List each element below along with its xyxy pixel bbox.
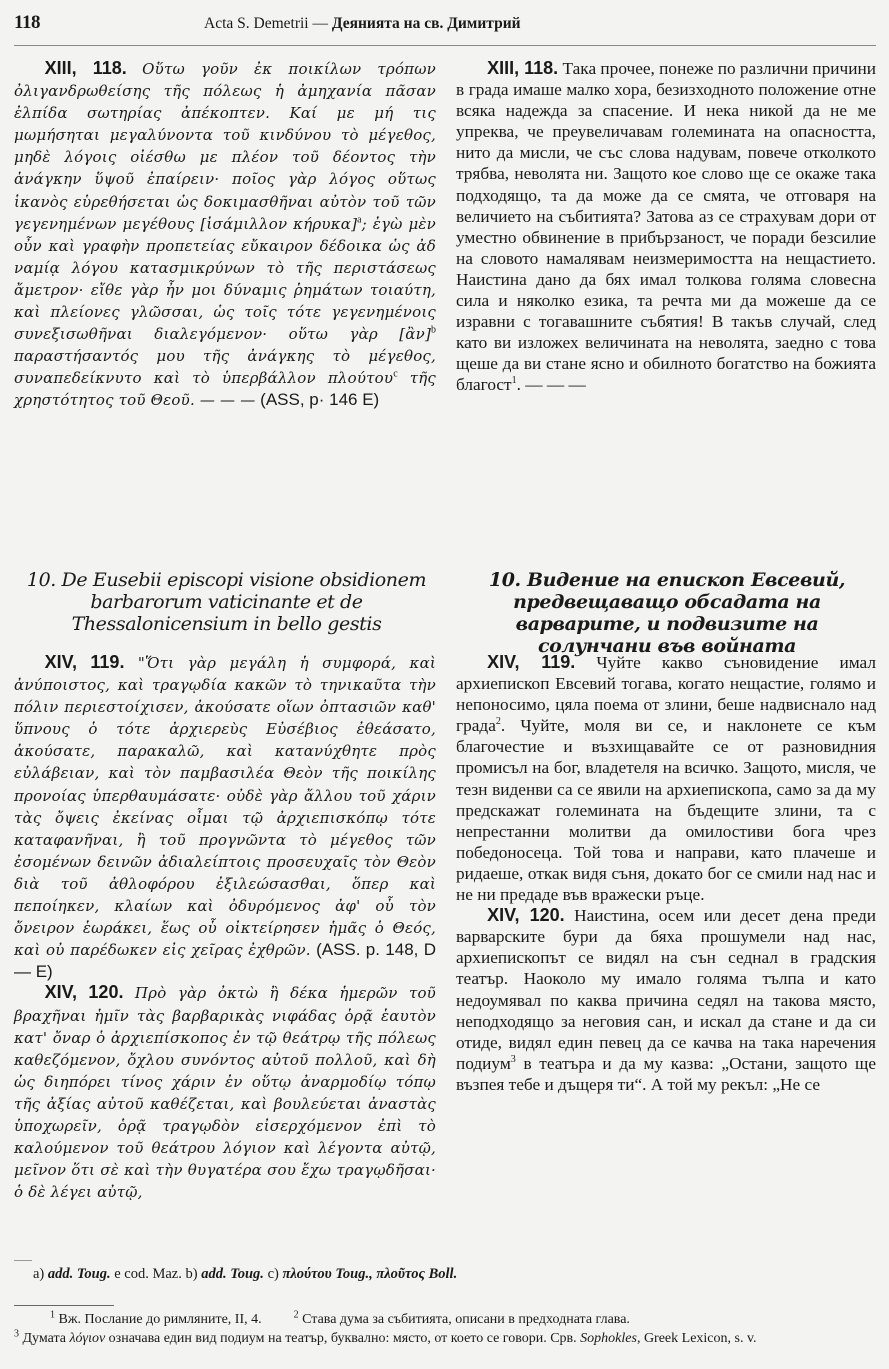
footnote-1-number: 1 [50, 1309, 55, 1321]
header-rule [14, 45, 876, 46]
bulgarian-text: Наистина, осем или десет дена преди варварските бури да бяха прошумели над нас, архиепископът се видял на сън седнал в градския театър. Наоколо му имало голяма тълпа и като недоумявал по каква причина седял на такова място, неподходящо за неговия сан, и искал да стане и да си отиде, видял един певец да се качва на така наречения подиум [456, 906, 876, 1073]
greek-paragraph-13-118 [14, 58, 436, 412]
footnote-3-text-c: Greek Lexicon, s. v. [640, 1331, 757, 1346]
footnote-3-text-b: означава един вид подиум на театър, буквално: място, от което се говори. Срв. [105, 1331, 581, 1346]
bulgarian-paragraph-14-119 [456, 652, 876, 905]
paragraph-number: XIII, 118. [487, 58, 559, 78]
greek-text-3: παραστήσαντός μου τῆς ἀνάγκης τὸ μέγεθος, συναπεδείκνυτο καὶ τὸ ὑπερβάλλον πλούτου [14, 347, 436, 388]
footnote-3-text-a: Думата [19, 1331, 70, 1346]
apparatus-marker-a: a [357, 214, 362, 225]
running-title-dash: — [308, 15, 332, 32]
greek-text: "Ὅτι γὰρ μεγάλη ἡ συμφορά, καὶ ἀνύποιστος, καὶ τραγῳδία κακῶν τὸ τηνικαῦτα τὴν πόλιν περιεστοίχισεν, ἀκούσατε οἵων ὀπτασιῶν καθ' ὕπνους ὁ τότε ἀρχιερεὺς Εὐσέβιος ἐθεάσατο, ἀκούσατε, παρακαλῶ, καὶ κατανύχθητε πρὸς εὐλάβειαν, καὶ τὸν παμβασιλέα Θεὸν τῆς ποικίλης προνοίας ὑπερθαυμάσατε· οὐδὲ γὰρ ἄλλου τοῦ χάριν τὰς ὄψεις ἐκείνας οἶμαι τῷ ἀρχιεπισκόπῳ τότε καταφανῆναι, ἢ τοῦ προγνῶντα τὸ μέγεθος τῶν ἐσομένων δεινῶν ἀδιαλείπτοις προσευχαῖς τὸν Θεὸν διὰ τοῦ ἀθλοφόρου ἐξιλεώσασθαι, ὅπερ καὶ πεποίηκεν, κλαίων καὶ ὀδυρόμενος ἀφ' οὗ τὸν ὄνειρον ἑωράκει, ἕως οὗ οἰκτείρησεν ἡμᾶς ὁ Θεός, καὶ οὐ παρέδωκεν εἰς χεῖρας ἐχθρῶν. [14, 654, 436, 960]
footnote-2-number: 2 [293, 1309, 299, 1321]
greek-text-2: ; ἐγὼ μὲν οὖν καὶ γραφὴν προπετείας εὔκαιρον δέδοικα ὡς ἀδ ναμίᾳ λόγου κατασμικρύνων τὸ τῆς περιστάσεως ἄμετρον· εἴθε γὰρ ἦν μοι δύναμις ῥημάτων τοιαύτη, καὶ πλείονες γλῶσσαι, ὡς τοῖς τότε γεγενημένοις συνεξισωθῆναι διαλεγόμενον· οὕτω γὰρ [ἂν] [14, 214, 436, 344]
bulgarian-text-2: . Чуйте, моля ви се, и наклонете се към благочестие и възхищавайте се от разновидния промисъл на бог, владетеля на всичко. Защото, мисля, че тезн виденви са се явили на архиепископа, само за да му предскажат големината на бъдещите злини, та с непрестанни молитви да омилостиви бога чрез победоносеца. Той това и направи, като плачеше и ридаеше, откак видя съня, докато бог се смили над нас и не ни предаде във вражески ръце. [456, 716, 876, 905]
apparatus-rule [14, 1260, 32, 1261]
greek-text: Οὕτω γοῦν ἐκ ποικίλων τρόπων ὀλιγανδρωθείσης τῆς πόλεως ἡ ἀμηχανία πᾶσαν ἐλπίδα σωτηρίας ἀπέκοπτεν. Καί με μή τις μωμήσηται μεγαλύνοντα τοῦ κινδύνου τὸ μέγεθος, μηδὲ λόγοις οἰέσθω με πλέον τοῦ δέοντος τὴν ἀνάγκην ὕψοῦ ἐπαίρειν· ποῖος γὰρ λόγος οὕτως ἱκανὸς εὑρεθήσεται ὡς δοκιμασθῆναι αὐτὸν τοῦ τῶν γεγενημένων μεγέθους [ἰσάμιλλον κήρυκα] [14, 60, 436, 233]
greek-column-section-13 [14, 58, 436, 412]
apparatus-a-italic: add. Toug. [47, 1266, 111, 1282]
apparatus-marker-c: c [393, 368, 398, 380]
greek-paragraph-14-120 [14, 982, 436, 1203]
greek-text-4: τῆς χρηστότητος τοῦ Θεοῦ. — — — [14, 369, 436, 410]
bulgarian-text: Чуйте какво съновидение имал архиепископ Евсевий тогава, когато нещастие, голямо и непоносимо, цяла поема от злини, беше надвиснало над града [456, 653, 876, 736]
page-header [14, 8, 876, 38]
footnote-marker-1: 1 [511, 375, 517, 387]
running-title-latin: Acta S. Demetrii [204, 15, 309, 32]
source-reference: (ASS. p. 148, D — E) [14, 940, 436, 982]
bulgarian-text: Така прочее, понеже по различни причини в града имаше малко хора, безизходното положение отне всяка надежда за спасение. И нека никой да не ме упреква, че преувеличавам големината на опасността, нито да мисли, че със слова надувам, повече отколкото трябва, неволята ни. Защото кое слово ще се окаже така подходящо, та да може да се смята, че отговаря на величието на събитията? Затова аз се страхувам дори от уместно обвинение в прибързаност, че поради безсилие на словото намалявам неизмеримостта на нещастието. Наистина дано да бях имал толкова голяма словесна сила и няколко езика, та речта ми да можеше да се изравни с тогавашните събятия! В такъв случай, след като ви изложех величината на неволята, заедно с това щеше да ви стане ясно и обилното богатство на божията благост [456, 59, 876, 395]
section-title-bulgarian: 10. Видение на епископ Евсевий, предвещаващо обсадата на варварите, и подвизите на солунчани във войната [488, 569, 846, 657]
critical-apparatus [33, 1266, 873, 1283]
greek-text: Πρὸ γὰρ ὀκτὼ ἢ δέκα ἡμερῶν τοῦ βραχῆναι ἡμῖν τὰς βαρβαρικὰς νιφάδας ὁρᾷ ἑαυτὸν κατ' ὄναρ ὁ ἀρχιεπίσκοπος ἐν τῷ θεάτρῳ τῆς πόλεως καθεζόμενον, ὄχλου συνόντος αὐτοῦ πολλοῦ, καὶ δὴ ὡς διηπόρει τίνος χάριν ἐν οὕτῳ ἀναρμοδίῳ τόπῳ τῆς ἀξίας αὐτοῦ καθέζεται, καὶ βουλεύεται ἀναστὰς ὑποχωρεῖν, ὁρᾷ τραγῳδὸν εἰσερχόμενον ἐπὶ τὸ καλούμενον τοῦ θεάτρου λόγιον καὶ λέγοντα αὐτῷ, μεῖνον ὅτι σὲ καὶ τὴν θυγατέρα σου ἔχω τραγῳδῆσαι· ὁ δὲ λέγει αὐτῷ, [14, 984, 436, 1202]
apparatus-marker-b: b [431, 324, 436, 336]
footnote-rule [14, 1305, 114, 1306]
apparatus-a-label: a) [33, 1266, 48, 1282]
apparatus-a-rest: e cod. Maz. [110, 1266, 186, 1282]
paragraph-number: XIV, 120. [44, 982, 124, 1003]
footnote-marker-3: 3 [510, 1054, 516, 1066]
section-title-latin: 10. De Eusebii episcopi visione obsidionem barbarorum vaticinante et de Thessalonicensium in bello gestis [26, 569, 427, 635]
footnote-1-text: Вж. Послание до римляните, II, 4. [55, 1312, 262, 1327]
source-reference: (ASS, p· 146 E) [255, 390, 380, 410]
bulgarian-column-section-13 [456, 58, 876, 396]
footnote-marker-2: 2 [495, 716, 501, 728]
apparatus-b-label: b) [185, 1266, 202, 1282]
bulgarian-paragraph-14-120 [456, 905, 876, 1095]
bulgarian-column-section-14 [456, 652, 876, 1095]
footnote-3-author: Sophokles, [580, 1331, 641, 1346]
footnotes [14, 1310, 876, 1348]
paragraph-number: XIV, 119. [487, 652, 576, 672]
paragraph-number: XIV, 119. [44, 652, 125, 672]
apparatus-b-italic: add. Toug. [201, 1266, 264, 1282]
footnote-line-1 [14, 1310, 876, 1329]
running-title [204, 15, 521, 33]
footnote-line-3 [14, 1329, 876, 1348]
paragraph-number: XIV, 120. [487, 905, 565, 926]
paragraph-number: XIII, 118. [44, 58, 127, 78]
greek-column-section-14 [14, 652, 436, 1203]
footnote-3-greek: λόγιον [69, 1331, 106, 1346]
greek-paragraph-14-119 [14, 652, 436, 982]
footnote-2-text: Става дума за събитията, описани в предходната глава. [298, 1312, 630, 1327]
running-title-bulgarian: Деянията на св. Димитрий [331, 15, 521, 32]
bulgarian-text-2: в театъра и да му казва: „Остани, защото ще възпея тебе и дъщеря ти“. А той му рекъл: „Не се [456, 1053, 876, 1094]
apparatus-c-label: c) [263, 1266, 283, 1282]
bulgarian-text-tail: . — — — [516, 375, 586, 395]
page-number: 118 [14, 12, 40, 33]
bulgarian-paragraph-13-118 [456, 58, 876, 396]
apparatus-c-italic: πλούτου Toug., πλοῦτος Boll. [282, 1266, 458, 1282]
footnote-3-number: 3 [14, 1328, 19, 1340]
